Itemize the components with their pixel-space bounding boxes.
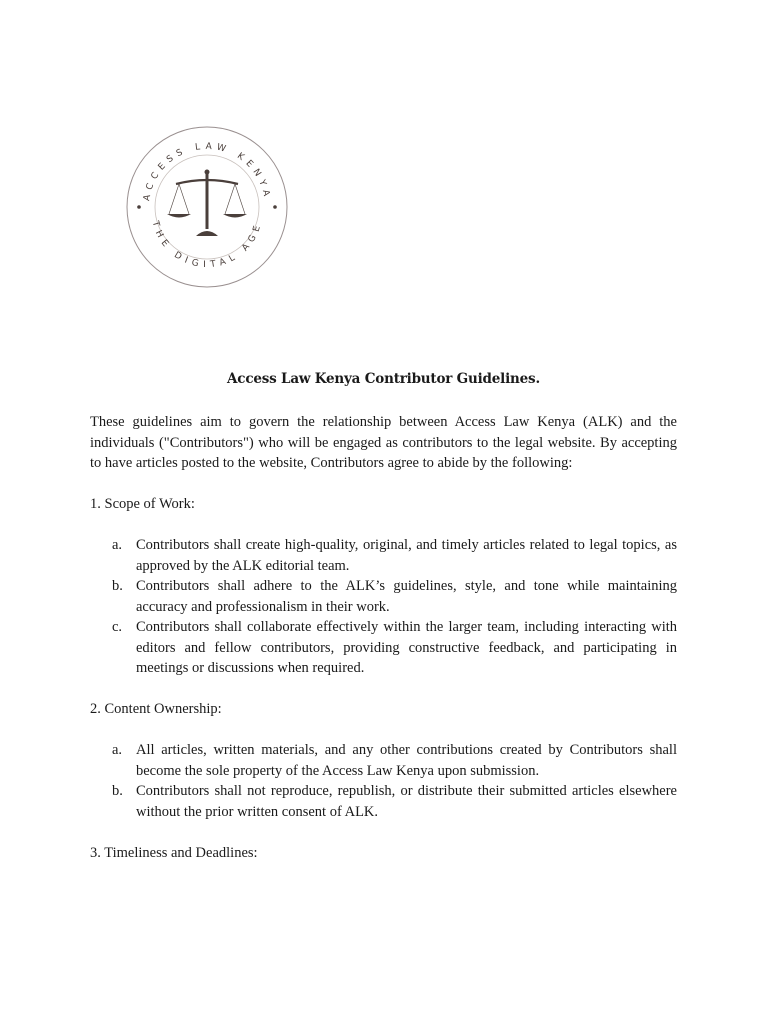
list-marker: c. (112, 619, 123, 635)
list-item-text: Contributors shall not reproduce, republish, or distribute their submitted articles elsewhere without the prior written consent of ALK. (136, 783, 677, 820)
document-title: Access Law Kenya Contributor Guidelines. (227, 371, 540, 387)
logo-seal (124, 124, 290, 290)
list-item (112, 781, 677, 822)
list-item-text: Contributors shall collaborate effectively within the larger team, including interacting with editors and fellow contributors, providing constructive feedback, and participating in meetings or discussions when required. (136, 619, 677, 676)
list-marker: b. (112, 783, 123, 799)
list-item-text: All articles, written materials, and any other contributions created by Contributors shall become the sole property of the Access Law Kenya upon submission. (136, 742, 677, 779)
list-item (112, 740, 677, 781)
list-marker: a. (112, 742, 123, 758)
section-heading-timeliness-and-deadlines: 3. Timeliness and Deadlines: (90, 845, 258, 861)
logo-ring-top-text: ACCESS LAW KENYA (142, 141, 272, 202)
list-item (112, 617, 677, 679)
list-marker: a. (112, 537, 123, 553)
list-marker: b. (112, 578, 123, 594)
intro-paragraph: These guidelines aim to govern the relationship between Access Law Kenya (ALK) and the individuals ("Contributors") who will be engaged as contributors to the legal website. By accepting to have articles posted to the website, Contributors agree to abide by the following: (90, 414, 677, 471)
content-ownership-list (112, 740, 677, 822)
access-law-kenya-logo (124, 124, 290, 290)
section-heading-content-ownership: 2. Content Ownership: (90, 701, 222, 717)
scales-of-justice-icon (167, 170, 247, 237)
list-item-text: Contributors shall adhere to the ALK’s guidelines, style, and tone while maintaining accuracy and professionalism in their work. (136, 578, 677, 615)
section-heading-scope-of-work: 1. Scope of Work: (90, 496, 195, 512)
scope-of-work-list (112, 535, 677, 679)
logo-ring-bottom-text: THE DIGITAL AGE (149, 219, 265, 271)
list-item-text: Contributors shall create high-quality, original, and timely articles related to legal topics, as approved by the ALK editorial team. (136, 537, 677, 574)
list-item (112, 576, 677, 617)
list-item (112, 535, 677, 576)
